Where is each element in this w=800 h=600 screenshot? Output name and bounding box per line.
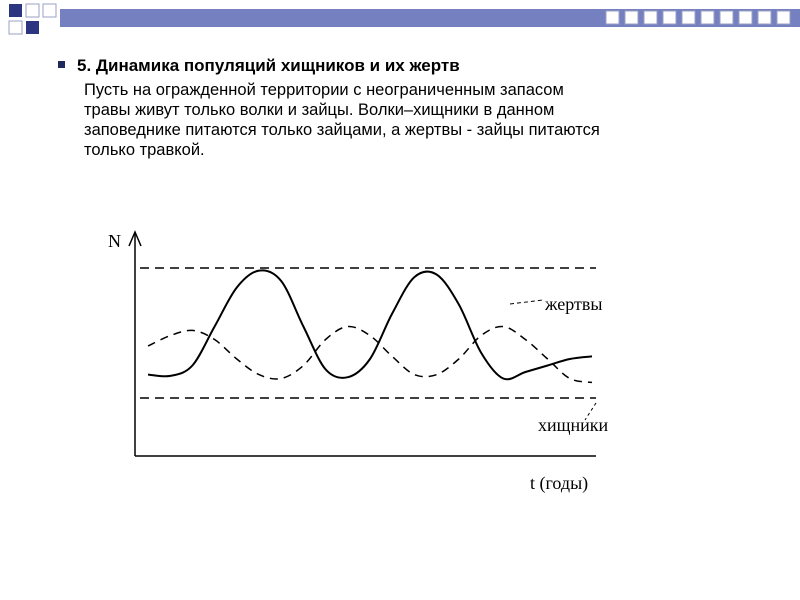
slide-body-text: Пусть на огражденной территории с неограниченным запасом травы живут только волки и зайцы. Волки–хищники в данном заповеднике питаются только зайцами, а жертвы - зайцы питаются только травкой. [84,81,600,159]
y-axis [129,232,141,456]
slide-title: 5. Динамика популяций хищников и их жертв [77,56,460,75]
legend-leader-prey [510,300,543,304]
legend-label-predators: хищники [538,415,609,435]
x-axis-label: t (годы) [530,473,589,493]
legend [510,294,609,435]
series-layer [148,270,592,382]
predator-series-line [148,326,592,382]
legend-label-prey: жертвы [545,294,603,314]
prey-series-line [148,270,592,379]
reference-lines [140,268,596,398]
y-axis-label: N [108,231,121,251]
